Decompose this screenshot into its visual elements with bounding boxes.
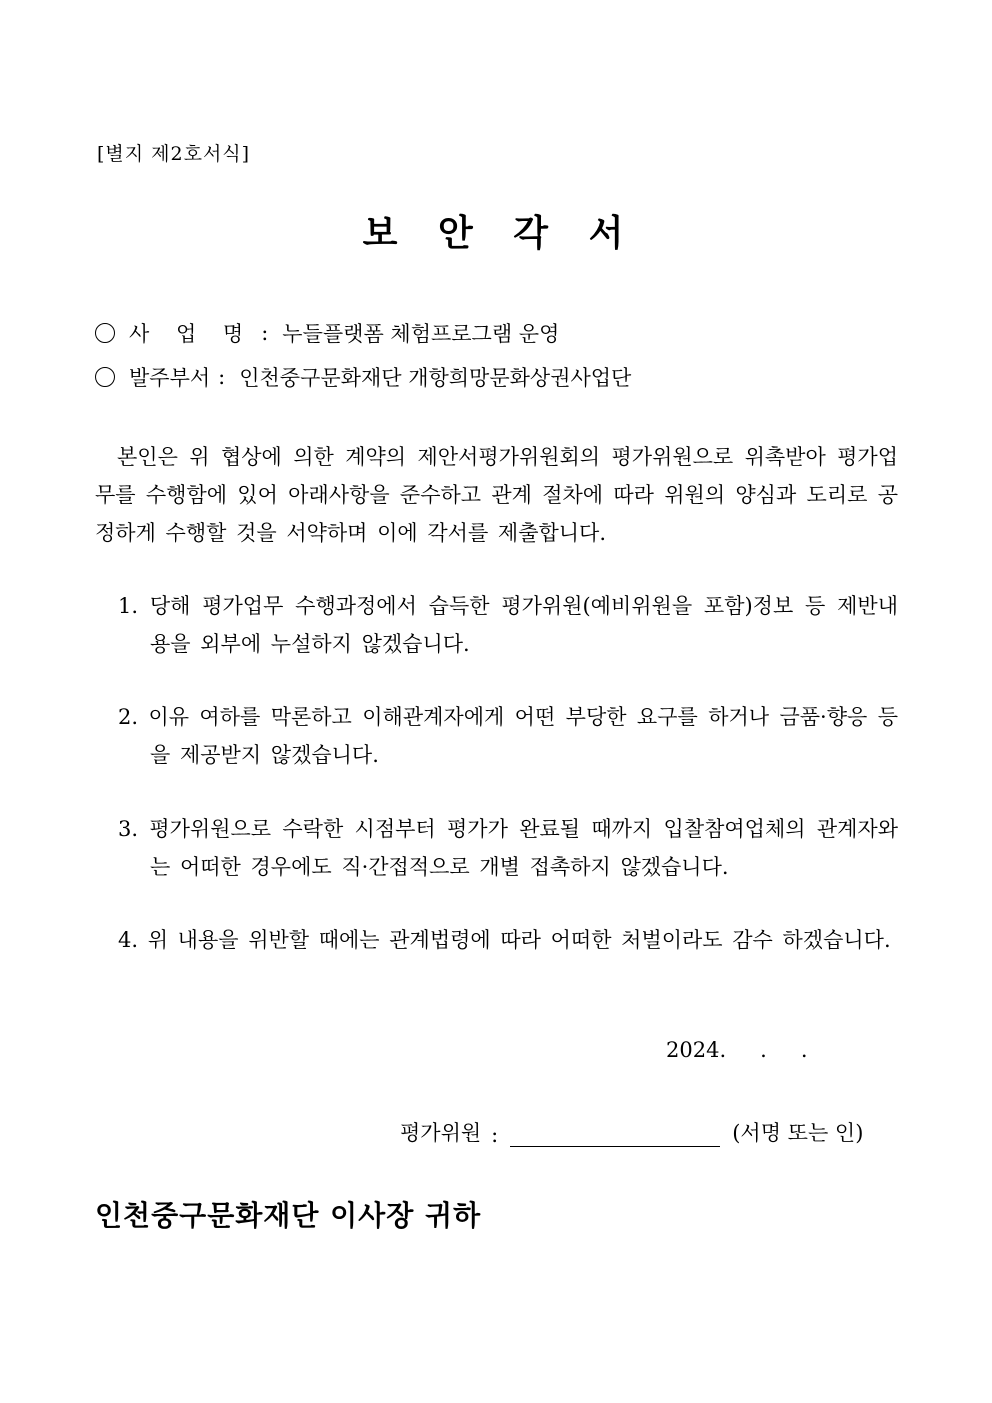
pledge-item-3: 3. 평가위원으로 수락한 시점부터 평가가 완료될 때까지 입찰참여업체의 관계자와는 어떠한 경우에도 직·간접적으로 개별 접촉하지 않겠습니다.	[118, 817, 898, 879]
pledge-item-4: 4. 위 내용을 위반할 때에는 관계법령에 따라 어떠한 처벌이라도 감수 하겠습니다.	[118, 928, 891, 952]
circle-bullet-icon	[95, 323, 115, 343]
colon-separator: :	[491, 1123, 499, 1147]
date-year: 2024.	[666, 1038, 727, 1062]
document-title: 보 안 각 서	[362, 213, 638, 254]
date-line	[666, 1038, 808, 1062]
signature-row	[400, 1117, 863, 1147]
signature-note: (서명 또는 인)	[732, 1121, 864, 1145]
form-number-label: [별지 제2호서식]	[97, 143, 251, 165]
signature-line[interactable]	[510, 1120, 720, 1147]
department-row	[95, 362, 631, 392]
project-name-row	[95, 318, 559, 348]
pledge-item-1: 1. 당해 평가업무 수행과정에서 습득한 평가위원(예비위원을 포함)정보 등 제반내용을 외부에 누설하지 않겠습니다.	[118, 594, 898, 656]
department-value: 인천중구문화재단 개항희망문화상권사업단	[239, 366, 632, 390]
project-name-value: 누들플랫폼 체험프로그램 운영	[282, 322, 560, 346]
colon-separator: :	[218, 365, 226, 389]
project-name-label: 사 업 명	[129, 322, 254, 346]
date-month-dot: .	[760, 1038, 767, 1062]
pledge-item-2: 2. 이유 여하를 막론하고 이해관계자에게 어떤 부당한 요구를 하거나 금품·향응 등을 제공받지 않겠습니다.	[118, 705, 898, 767]
colon-separator: :	[261, 321, 269, 345]
department-label: 발주부서	[129, 366, 211, 390]
circle-bullet-icon	[95, 367, 115, 387]
date-day-dot: .	[800, 1038, 808, 1062]
recipient-line: 인천중구문화재단 이사장 귀하	[95, 1199, 482, 1232]
signature-label: 평가위원	[400, 1121, 482, 1145]
pledge-intro-paragraph: 본인은 위 협상에 의한 계약의 제안서평가위원회의 평가위원으로 위촉받아 평가업무를 수행함에 있어 아래사항을 준수하고 관계 절차에 따라 위원의 양심과 도리로 공정하게 수행할 것을 서약하며 이에 각서를 제출합니다.	[95, 445, 898, 545]
